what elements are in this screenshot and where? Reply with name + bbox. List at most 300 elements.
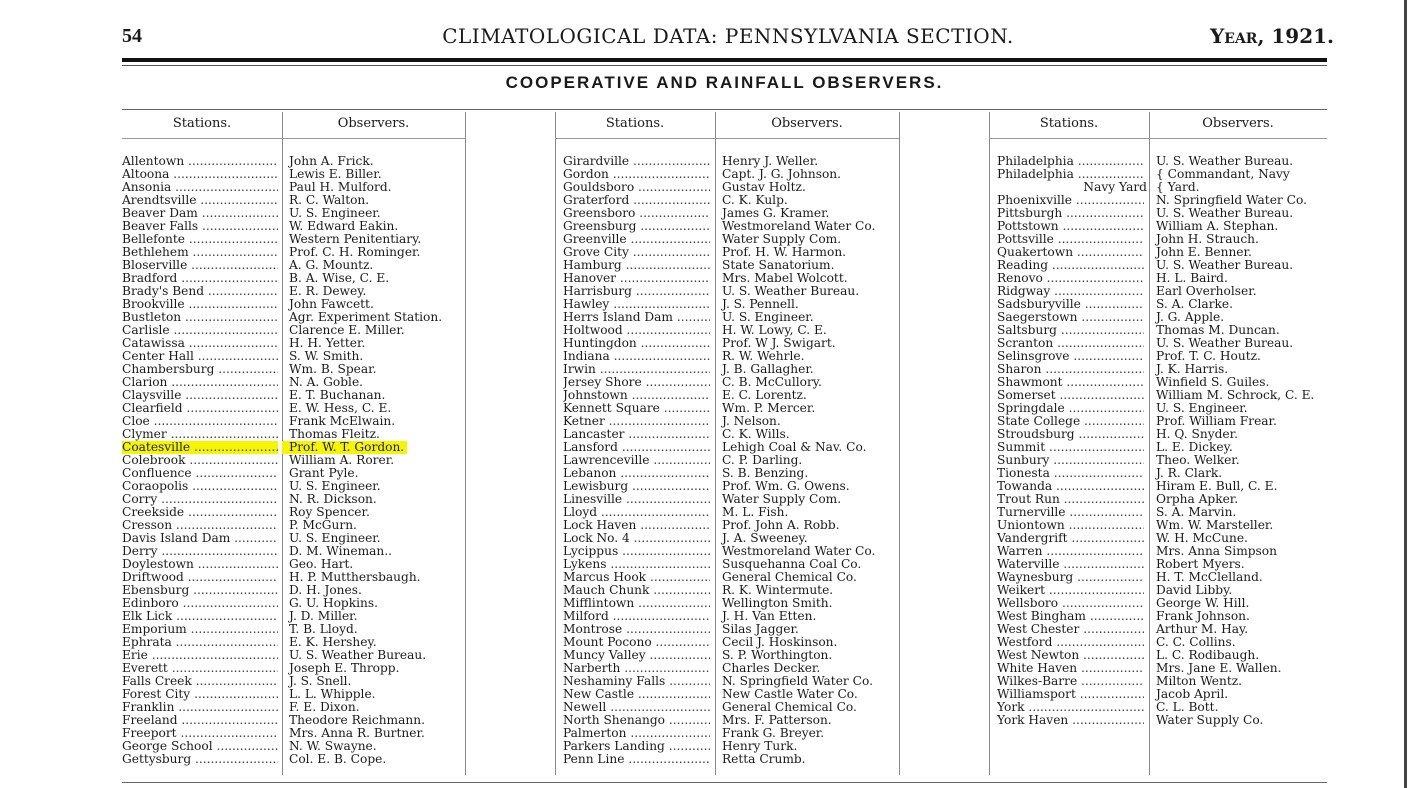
station-name: Quakertown ..... bbox=[997, 246, 1144, 259]
station-name: Renovo ..... bbox=[997, 272, 1144, 285]
station-row bbox=[997, 532, 1147, 545]
station-row bbox=[997, 337, 1147, 350]
station-name: Jersey Shore ..... bbox=[563, 376, 710, 389]
station-name: Lloyd ..... bbox=[563, 506, 710, 519]
station-row bbox=[563, 324, 713, 337]
observer-row bbox=[289, 753, 463, 766]
observer-name: Western Penitentiary. bbox=[289, 232, 422, 246]
station-row bbox=[122, 168, 280, 181]
observer-name: U. S. Weather Bureau. bbox=[1156, 336, 1294, 350]
observer-name: F. E. Dixon. bbox=[289, 700, 360, 714]
station-name: Herrs Island Dam ..... bbox=[563, 311, 710, 324]
station-name: Bellefonte ..... bbox=[122, 233, 278, 246]
station-row bbox=[563, 454, 713, 467]
observer-name: N. Springfield Water Co. bbox=[722, 674, 873, 688]
observer-name: U. S. Engineer. bbox=[1156, 401, 1248, 415]
station-row bbox=[563, 467, 713, 480]
station-row bbox=[122, 207, 280, 220]
station-name: Johnstown ..... bbox=[563, 389, 710, 402]
station-name: Mauch Chunk ..... bbox=[563, 584, 710, 597]
station-row-highlighted bbox=[122, 441, 280, 454]
station-row bbox=[997, 545, 1147, 558]
observer-name: J. D. Miller. bbox=[289, 609, 358, 623]
station-row bbox=[563, 558, 713, 571]
observer-name: Orpha Apker. bbox=[1156, 492, 1239, 506]
observer-name: U. S. Weather Bureau. bbox=[1156, 154, 1294, 168]
station-name: Confluence ..... bbox=[122, 467, 278, 480]
observer-name: T. B. Lloyd. bbox=[289, 622, 358, 636]
station-name: Catawissa ..... bbox=[122, 337, 278, 350]
observer-name: J. K. Harris. bbox=[1156, 362, 1229, 376]
observer-name: Henry J. Weller. bbox=[722, 154, 819, 168]
observer-name: State Sanatorium. bbox=[722, 258, 835, 272]
station-name: Saegerstown ..... bbox=[997, 311, 1144, 324]
station-name: Emporium ..... bbox=[122, 623, 278, 636]
station-name: Brady's Bend ..... bbox=[122, 285, 278, 298]
observer-name: C. P. Darling. bbox=[722, 453, 803, 467]
observer-name: General Chemical Co. bbox=[722, 570, 857, 584]
station-row bbox=[997, 389, 1147, 402]
station-row bbox=[122, 415, 280, 428]
station-row bbox=[563, 623, 713, 636]
station-row bbox=[997, 311, 1147, 324]
station-name: Narberth ..... bbox=[563, 662, 710, 675]
observers-header: Observers. bbox=[337, 116, 410, 131]
observer-name: Mrs. Anna R. Burtner. bbox=[289, 726, 425, 740]
station-name: Clarion ..... bbox=[122, 376, 278, 389]
station-name: Wilkes-Barre ..... bbox=[997, 675, 1144, 688]
station-row bbox=[563, 688, 713, 701]
observer-name: Prof. William Frear. bbox=[1156, 414, 1277, 428]
station-row bbox=[997, 584, 1147, 597]
column-divider bbox=[1149, 112, 1150, 775]
column-divider bbox=[465, 112, 466, 775]
station-name: Cresson ..... bbox=[122, 519, 278, 532]
observer-name: N. A. Goble. bbox=[289, 375, 364, 389]
observer-name: Jacob April. bbox=[1156, 687, 1229, 701]
observer-name: Thomas M. Duncan. bbox=[1156, 323, 1280, 337]
stations-column-1 bbox=[122, 155, 280, 766]
observer-name: Grant Pyle. bbox=[289, 466, 359, 480]
station-name: Sadsburyville ..... bbox=[997, 298, 1144, 311]
station-name: Bethlehem ..... bbox=[122, 246, 278, 259]
station-row bbox=[997, 662, 1147, 675]
station-name: Gouldsboro ..... bbox=[563, 181, 710, 194]
station-row bbox=[122, 571, 280, 584]
table-top-rule bbox=[122, 109, 1327, 110]
station-row bbox=[563, 337, 713, 350]
station-name: Altoona ..... bbox=[122, 168, 278, 181]
station-name: Freeport ..... bbox=[122, 727, 278, 740]
station-row bbox=[563, 415, 713, 428]
station-row bbox=[997, 246, 1147, 259]
station-row bbox=[997, 610, 1147, 623]
station-row bbox=[997, 571, 1147, 584]
station-row bbox=[563, 402, 713, 415]
station-row bbox=[122, 272, 280, 285]
observer-name: E. R. Dewey. bbox=[289, 284, 367, 298]
station-name: Lansford ..... bbox=[563, 441, 710, 454]
station-name: Newell ..... bbox=[563, 701, 710, 714]
station-name: Center Hall ..... bbox=[122, 350, 278, 363]
station-name: Towanda ..... bbox=[997, 480, 1144, 493]
observers-column-1 bbox=[289, 155, 463, 766]
observer-name: { Commandant, Navy bbox=[1156, 167, 1290, 181]
station-row bbox=[122, 428, 280, 441]
station-name: Girardville ..... bbox=[563, 155, 710, 168]
station-row bbox=[997, 376, 1147, 389]
station-name: Greensburg ..... bbox=[563, 220, 710, 233]
station-name: Doylestown ..... bbox=[122, 558, 278, 571]
observer-name: John Fawcett. bbox=[289, 297, 374, 311]
station-name: Harrisburg ..... bbox=[563, 285, 710, 298]
station-name: Freeland ..... bbox=[122, 714, 278, 727]
station-name: Wellsboro ..... bbox=[997, 597, 1144, 610]
observer-row bbox=[1156, 714, 1332, 727]
observer-name: C. C. Collins. bbox=[1156, 635, 1236, 649]
station-row bbox=[563, 675, 713, 688]
header-rule-thin bbox=[122, 65, 1327, 66]
station-row bbox=[122, 467, 280, 480]
station-name: Weikert ..... bbox=[997, 584, 1144, 597]
station-row bbox=[997, 454, 1147, 467]
station-name: Elk Lick ..... bbox=[122, 610, 278, 623]
station-name: Allentown ..... bbox=[122, 155, 278, 168]
observer-name: H. L. Baird. bbox=[1156, 271, 1228, 285]
station-name: Waynesburg ..... bbox=[997, 571, 1144, 584]
station-name: North Shenango ..... bbox=[563, 714, 710, 727]
station-name: Lewisburg ..... bbox=[563, 480, 710, 493]
station-name: Irwin ..... bbox=[563, 363, 710, 376]
station-row bbox=[563, 753, 713, 766]
station-name: Palmerton ..... bbox=[563, 727, 710, 740]
observer-name: Westmoreland Water Co. bbox=[722, 219, 876, 233]
observer-name: James G. Kramer. bbox=[722, 206, 830, 220]
column-divider bbox=[899, 112, 900, 775]
observer-name: J. R. Clark. bbox=[1156, 466, 1223, 480]
observer-name: Water Supply Com. bbox=[722, 232, 842, 246]
station-name-continuation: Navy Yard bbox=[1083, 180, 1147, 194]
station-row bbox=[997, 259, 1147, 272]
observer-name: H. P. Mutthersbaugh. bbox=[289, 570, 421, 584]
station-name: Phoenixville ..... bbox=[997, 194, 1144, 207]
observer-name: Robert Myers. bbox=[1156, 557, 1245, 571]
station-row bbox=[563, 532, 713, 545]
station-name: West Bingham ..... bbox=[997, 610, 1144, 623]
station-name: Pottstown ..... bbox=[997, 220, 1144, 233]
station-row bbox=[997, 363, 1147, 376]
observer-name: C. K. Kulp. bbox=[722, 193, 788, 207]
station-row bbox=[563, 350, 713, 363]
observer-name: H. H. Yetter. bbox=[289, 336, 366, 350]
station-row bbox=[563, 727, 713, 740]
observer-name: H. T. McClelland. bbox=[1156, 570, 1263, 584]
observer-name: Water Supply Com. bbox=[722, 492, 842, 506]
station-row bbox=[997, 688, 1147, 701]
column-divider bbox=[555, 112, 556, 775]
station-name: Sharon ..... bbox=[997, 363, 1144, 376]
observer-name: L. L. Whipple. bbox=[289, 687, 376, 701]
observer-name: General Chemical Co. bbox=[722, 700, 857, 714]
observer-name: Hiram E. Bull, C. E. bbox=[1156, 479, 1278, 493]
station-row bbox=[997, 467, 1147, 480]
station-row bbox=[563, 207, 713, 220]
observer-name: S. W. Smith. bbox=[289, 349, 364, 363]
observer-name: Geo. Hart. bbox=[289, 557, 354, 571]
station-name: Lock Haven ..... bbox=[563, 519, 710, 532]
station-name: Greensboro ..... bbox=[563, 207, 710, 220]
station-name: Clearfield ..... bbox=[122, 402, 278, 415]
observer-name: A. G. Mountz. bbox=[289, 258, 374, 272]
station-row bbox=[563, 610, 713, 623]
station-row bbox=[563, 428, 713, 441]
station-row bbox=[563, 220, 713, 233]
station-name: Montrose ..... bbox=[563, 623, 710, 636]
stations-header: Stations. bbox=[605, 116, 665, 131]
observer-name: E. T. Buchanan. bbox=[289, 388, 386, 402]
observer-name: Theo. Welker. bbox=[1156, 453, 1240, 467]
station-name: Cloe ..... bbox=[122, 415, 278, 428]
station-row bbox=[122, 350, 280, 363]
page-title: CLIMATOLOGICAL DATA: PENNSYLVANIA SECTION. bbox=[442, 24, 1014, 48]
observers-header: Observers. bbox=[1202, 116, 1274, 131]
observer-name: U. S. Weather Bureau. bbox=[1156, 206, 1294, 220]
station-name: Trout Run ..... bbox=[997, 493, 1144, 506]
station-name: Springdale ..... bbox=[997, 402, 1144, 415]
observer-name: Water Supply Co. bbox=[1156, 713, 1264, 727]
observer-name: Clarence E. Miller. bbox=[289, 323, 405, 337]
observer-name: Prof. C. H. Rominger. bbox=[289, 245, 421, 259]
station-row bbox=[997, 506, 1147, 519]
observer-name: W. H. McCune. bbox=[1156, 531, 1248, 545]
station-row bbox=[563, 649, 713, 662]
observer-name: Joseph E. Thropp. bbox=[289, 661, 400, 675]
station-row bbox=[563, 298, 713, 311]
station-name: Everett ..... bbox=[122, 662, 278, 675]
observer-name: Silas Jagger. bbox=[722, 622, 799, 636]
station-name: Hamburg ..... bbox=[563, 259, 710, 272]
observer-name: N. W. Swayne. bbox=[289, 739, 377, 753]
observer-name: U. S. Engineer. bbox=[722, 310, 814, 324]
observer-name: J. G. Apple. bbox=[1156, 310, 1225, 324]
station-name: Lykens ..... bbox=[563, 558, 710, 571]
observer-name: J. H. Van Etten. bbox=[722, 609, 817, 623]
station-name: White Haven ..... bbox=[997, 662, 1144, 675]
station-row bbox=[122, 649, 280, 662]
station-name: Lebanon ..... bbox=[563, 467, 710, 480]
station-row bbox=[563, 662, 713, 675]
stations-header: Stations. bbox=[172, 116, 232, 131]
station-row bbox=[122, 623, 280, 636]
station-row bbox=[122, 662, 280, 675]
station-name: Williamsport ..... bbox=[997, 688, 1144, 701]
observer-name: Roy Spencer. bbox=[289, 505, 370, 519]
station-name: Marcus Hook ..... bbox=[563, 571, 710, 584]
station-name: Uniontown ..... bbox=[997, 519, 1144, 532]
observer-name: Prof. W. T. Gordon. bbox=[282, 441, 407, 454]
station-row bbox=[122, 311, 280, 324]
station-row bbox=[563, 571, 713, 584]
station-name: Lock No. 4 ..... bbox=[563, 532, 710, 545]
station-row bbox=[122, 285, 280, 298]
station-row bbox=[997, 233, 1147, 246]
observer-name: Lehigh Coal & Nav. Co. bbox=[722, 440, 867, 454]
station-name: Coraopolis ..... bbox=[122, 480, 278, 493]
station-row bbox=[997, 623, 1147, 636]
station-name: Somerset ..... bbox=[997, 389, 1144, 402]
station-row bbox=[563, 493, 713, 506]
observer-name: P. McGurn. bbox=[289, 518, 357, 532]
observer-name: Retta Crumb. bbox=[722, 752, 806, 766]
station-row bbox=[122, 155, 280, 168]
station-name: Muncy Valley ..... bbox=[563, 649, 710, 662]
column-head-rule bbox=[555, 138, 899, 139]
station-name: Clymer ..... bbox=[122, 428, 278, 441]
station-row bbox=[997, 415, 1147, 428]
station-row bbox=[122, 597, 280, 610]
station-row bbox=[563, 519, 713, 532]
station-name: Ephrata ..... bbox=[122, 636, 278, 649]
observer-name: Prof. H. W. Harmon. bbox=[722, 245, 847, 259]
station-name: Ridgway ..... bbox=[997, 285, 1144, 298]
station-row bbox=[997, 194, 1147, 207]
observer-name: E. W. Hess, C. E. bbox=[289, 401, 392, 415]
observer-name: Frank Johnson. bbox=[1156, 609, 1250, 623]
station-row bbox=[122, 688, 280, 701]
station-row bbox=[122, 493, 280, 506]
station-row bbox=[997, 636, 1147, 649]
station-row bbox=[122, 324, 280, 337]
station-name: Forest City ..... bbox=[122, 688, 278, 701]
station-row bbox=[563, 441, 713, 454]
station-row bbox=[122, 584, 280, 597]
observer-name: J. S. Snell. bbox=[289, 674, 352, 688]
table-bottom-rule bbox=[122, 782, 1327, 783]
station-name: Warren ..... bbox=[997, 545, 1144, 558]
station-row bbox=[122, 610, 280, 623]
station-name: Shawmont ..... bbox=[997, 376, 1144, 389]
station-row bbox=[122, 545, 280, 558]
station-row bbox=[122, 363, 280, 376]
station-name: Linesville ..... bbox=[563, 493, 710, 506]
station-name: Ansonia ..... bbox=[122, 181, 278, 194]
observer-name: J. A. Sweeney. bbox=[722, 531, 808, 545]
observer-name: John E. Benner. bbox=[1156, 245, 1252, 259]
station-row bbox=[122, 753, 280, 766]
station-name: Saltsburg ..... bbox=[997, 324, 1144, 337]
observer-name: H. Q. Snyder. bbox=[1156, 427, 1238, 441]
station-row bbox=[997, 350, 1147, 363]
station-row bbox=[122, 506, 280, 519]
station-name: State College ..... bbox=[997, 415, 1144, 428]
observer-name: Arthur M. Hay. bbox=[1156, 622, 1249, 636]
station-row bbox=[997, 155, 1147, 168]
observer-name: New Castle Water Co. bbox=[722, 687, 858, 701]
station-name: Lawrenceville ..... bbox=[563, 454, 710, 467]
station-row bbox=[563, 285, 713, 298]
station-name: Claysville ..... bbox=[122, 389, 278, 402]
observer-name: Prof. Wm. G. Owens. bbox=[722, 479, 850, 493]
observer-name: Wellington Smith. bbox=[722, 596, 833, 610]
station-name: Penn Line ..... bbox=[563, 753, 710, 766]
observer-name: J. B. Gallagher. bbox=[722, 362, 814, 376]
observer-name: Mrs. Anna Simpson bbox=[1156, 544, 1277, 558]
station-name: Vandergrift ..... bbox=[997, 532, 1144, 545]
observer-name: Prof. W J. Swigart. bbox=[722, 336, 836, 350]
station-row bbox=[563, 545, 713, 558]
column-divider bbox=[715, 112, 716, 775]
station-row bbox=[563, 376, 713, 389]
observer-name: R. C. Walton. bbox=[289, 193, 370, 207]
observer-name: J. S. Pennell. bbox=[722, 297, 799, 311]
station-name: Bloserville ..... bbox=[122, 259, 278, 272]
observer-name: G. U. Hopkins. bbox=[289, 596, 378, 610]
station-name: Lancaster ..... bbox=[563, 428, 710, 441]
observer-name: Capt. J. G. Johnson. bbox=[722, 167, 842, 181]
observer-name: Agr. Experiment Station. bbox=[289, 310, 443, 324]
station-name: Hawley ..... bbox=[563, 298, 710, 311]
observer-name: Westmoreland Water Co. bbox=[722, 544, 876, 558]
station-name: West Chester ..... bbox=[997, 623, 1144, 636]
observer-name: E. C. Lorentz. bbox=[722, 388, 807, 402]
station-row bbox=[122, 181, 280, 194]
observer-name: N. R. Dickson. bbox=[289, 492, 377, 506]
observer-name: U. S. Engineer. bbox=[289, 531, 381, 545]
station-row bbox=[563, 246, 713, 259]
observers-column-3 bbox=[1156, 155, 1332, 727]
station-row bbox=[563, 363, 713, 376]
station-name: Neshaminy Falls ..... bbox=[563, 675, 710, 688]
station-row bbox=[563, 714, 713, 727]
observer-row bbox=[722, 753, 898, 766]
station-row bbox=[122, 454, 280, 467]
station-row bbox=[997, 272, 1147, 285]
station-row bbox=[122, 389, 280, 402]
observer-name: Wm. P. Mercer. bbox=[722, 401, 816, 415]
observer-name: Wm. B. Spear. bbox=[289, 362, 377, 376]
station-name: New Castle ..... bbox=[563, 688, 710, 701]
observer-name: Winfield S. Guiles. bbox=[1156, 375, 1270, 389]
station-name: Pittsburgh ..... bbox=[997, 207, 1144, 220]
station-name: Selinsgrove ..... bbox=[997, 350, 1144, 363]
station-row bbox=[563, 259, 713, 272]
station-name: Beaver Dam ..... bbox=[122, 207, 278, 220]
station-name: George School ..... bbox=[122, 740, 278, 753]
observer-name: D. H. Jones. bbox=[289, 583, 362, 597]
observer-name: R. W. Wehrle. bbox=[722, 349, 805, 363]
observer-name: Theodore Reichmann. bbox=[289, 713, 425, 727]
observer-name: J. Nelson. bbox=[722, 414, 781, 428]
station-row bbox=[563, 233, 713, 246]
station-name: Mifflintown ..... bbox=[563, 597, 710, 610]
station-name: Gordon ..... bbox=[563, 168, 710, 181]
station-name: Beaver Falls ..... bbox=[122, 220, 278, 233]
station-name: Turnerville ..... bbox=[997, 506, 1144, 519]
station-name: Parkers Landing ..... bbox=[563, 740, 710, 753]
station-row bbox=[997, 428, 1147, 441]
station-row bbox=[563, 272, 713, 285]
station-row bbox=[122, 233, 280, 246]
observer-name: John A. Frick. bbox=[289, 154, 374, 168]
observer-name: Charles Decker. bbox=[722, 661, 821, 675]
observer-name: Col. E. B. Cope. bbox=[289, 752, 387, 766]
station-name: Creekside ..... bbox=[122, 506, 278, 519]
station-row bbox=[997, 298, 1147, 311]
observer-name: U. S. Weather Bureau. bbox=[289, 648, 427, 662]
station-name: Greenville ..... bbox=[563, 233, 710, 246]
station-name: Brookville ..... bbox=[122, 298, 278, 311]
station-row bbox=[563, 740, 713, 753]
